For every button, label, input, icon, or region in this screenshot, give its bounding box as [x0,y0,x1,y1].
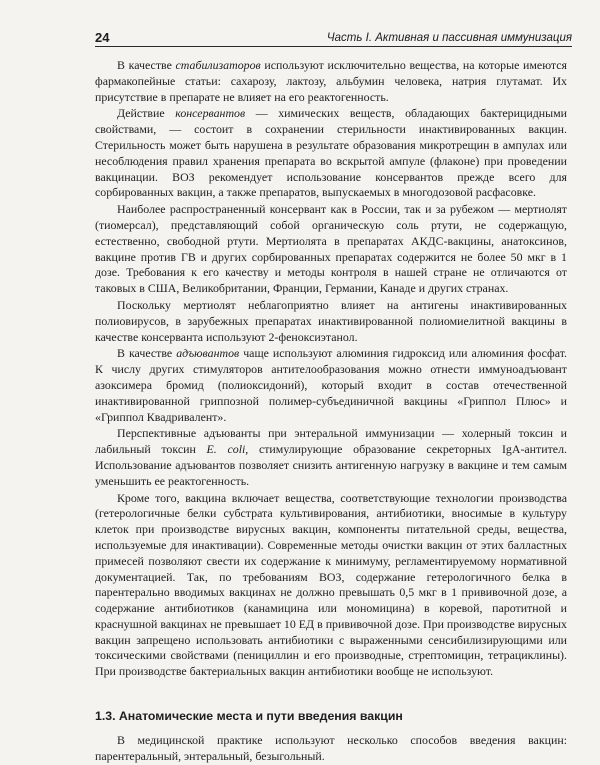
paragraph-merthiolate: Наиболее распространенный консервант как в России, так и за рубежом — мертиолят (тиомерсал), представляющий собой органическую соль ртути, не содержащую, естественно, свободной ртути. Мертиолята в препаратах АКДС-вакцины, анатоксинов, вакцине против ГВ и других сорбированных препаратах содержится не более 50 мкг в 1 дозе. Требования к его качеству и методы контроля в нашей стране не отличаются от таковых в США, Великобритании, Франции, Германии, Канаде и других странах. [95,202,567,296]
text-run: Действие [117,106,176,121]
running-head: Часть I. Активная и пассивная иммунизация [326,32,572,44]
paragraph-production-substances: Кроме того, вакцина включает вещества, соответствующие технологии производства (гетерологичные белки субстрата культивирования, антибиотики, вносимые в культуру клеток при производстве вирусных вакцин, компоненты питательной среды, вещества, используемые для инактивации). Современные методы очистки вакцин от этих балластных примесей позволяют свести их содержание к минимуму, регламентируемому нормативной документацией. Так, по требованиям ВОЗ, содержание гетерологичного белка в парентерально вводимых вакцинах не должно превышать 0,5 мкг в 1 прививочной дозе, а содержание антибиотиков (канамицина или мономицина) в коревой, паротитной и краснушной вакцинах не превышает 10 ЕД в прививочной дозе. При производстве вирусных вакцин запрещено использовать антибиотики с выраженными сенсибилизирующими или токсическими свойствами (пенициллин и его производные, стрептомицин, тетрациклины). При производстве бактериальных вакцин антибиотики вообще не используют. [95,490,567,679]
italic-term: E. coli [206,442,246,457]
text-run: В качестве [117,346,177,361]
italic-term: консервантов [175,106,246,121]
text-run: используют исключительно вещества, на которые имеются фармакопейные статьи: сахарозу, лактозу, альбумин человека, натрия глутамат. Их присутствие в препарате не влияет на его реактогенность. [95,58,568,104]
paragraph-routes: В медицинской практике используют несколько способов введения вакцин: парентеральный, энтеральный, безыгольный. [95,733,567,763]
body-text [95,58,567,765]
paragraph-phenoxyethanol: Поскольку мертиолят неблагоприятно влияет на антигены инактивированных полиовирусов, в зарубежных препаратах инактивированной полиомиелитной вакцины в качестве консерванта используют 2-феноксиэтанол. [95,297,567,344]
text-run: В качестве [117,58,176,72]
text-run: — химических веществ, обладающих бактерицидными свойствами, — состоит в сохранении стерильности инактивированных вакцин. Стерильность может быть нарушена в результате образования микротрещин в ампулах или несоблюдения правил хранения препарата во вскрытой ампуле (флаконе) при проведении вакцинации. ВОЗ рекомендует использование консервантов прежде всего для сорбированных вакцин, а также препаратов, выпускаемых в многодозовой расфасовке. [95,106,567,200]
page-number: 24 [95,30,110,45]
text-run: Перспективные адъюванты при энтеральной иммунизации — холерный токсин и лабильный токсин [95,426,567,457]
section-heading: 1.3. Анатомические места и пути введения вакцин [95,709,403,724]
paragraph-stabilizers [95,58,567,105]
paragraph-enteral-adjuvants [95,426,567,489]
page-header [95,28,572,47]
text-run: , стимулирующие образование секреторных IgA-антител. Использование адъювантов позволяет снизить антигенную нагрузку в вакцине и тем самым уменьшить ее реактогенность. [95,442,567,488]
paragraph-adjuvants [95,346,567,425]
italic-term: стабилизаторов [175,58,261,72]
paragraph-preservatives [95,106,567,201]
text-run: чаще используют алюминия гидроксид или алюминия фосфат. К числу других стимуляторов антителообразования можно отнести иммуноадъювант азоксимера бромид (полиоксидоний), который входит в состав отечественной инактивированной гриппозной полимер-субъединичной вакцины «Гриппол Плюс» и «Гриппол Квадривалент». [95,346,568,424]
italic-term: адъювантов [176,346,240,361]
